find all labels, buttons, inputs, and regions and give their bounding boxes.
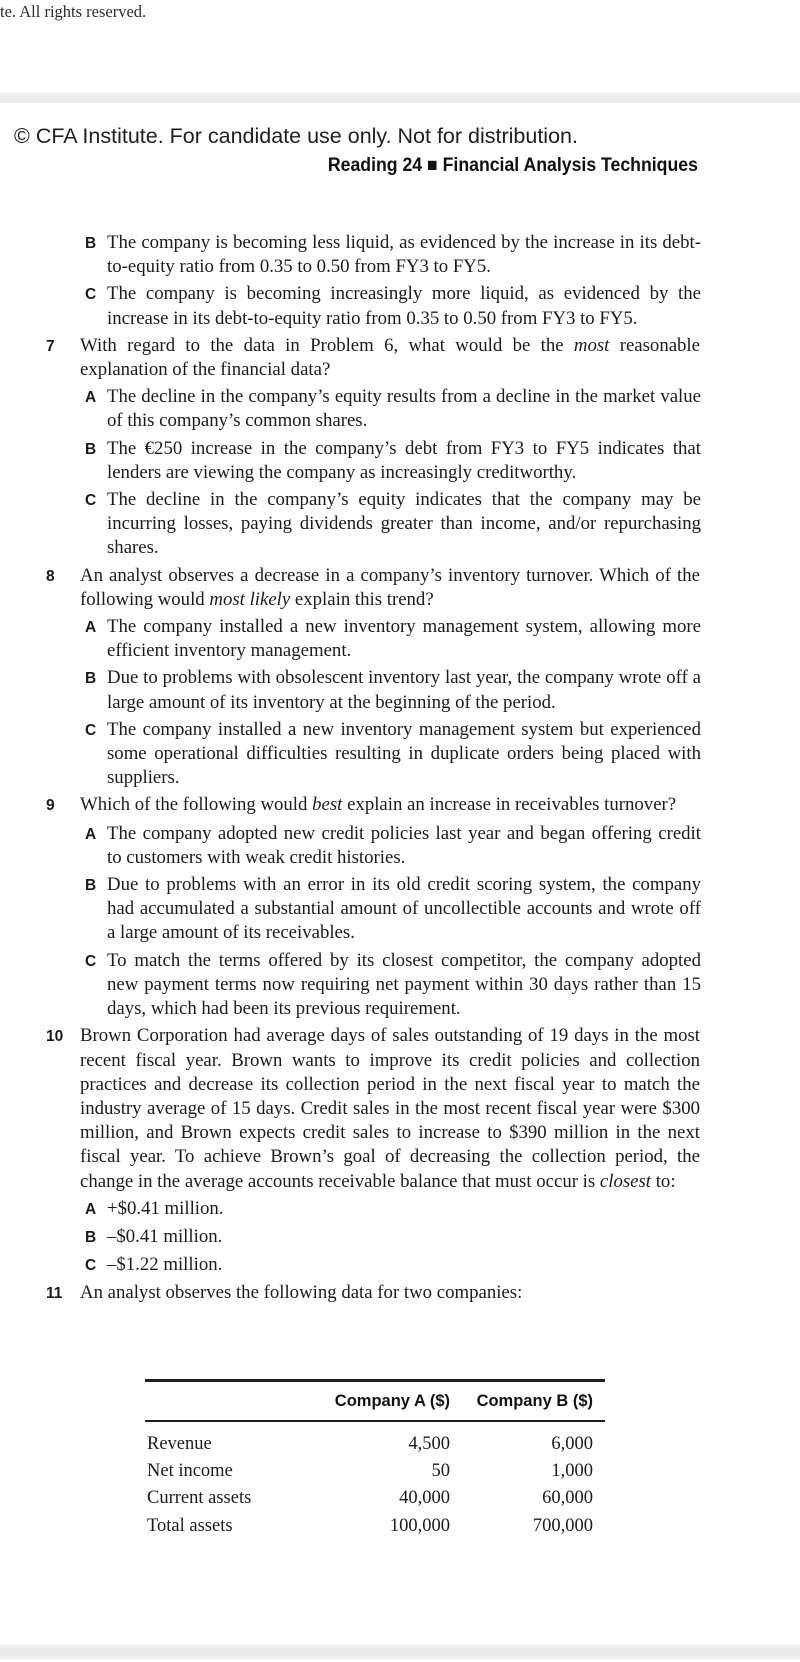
question-text: Brown Corporation had average days of sales outstanding of 19 days in the most recent fiscal year. Brown wants to improve its credit policies and collection practices and decrease its collection period in the next fiscal year to match the industry average of 15 days. Credit sales in the most recent fiscal year were $300 million, and Brown expects credit sales to increase to $390 million in the next fiscal year. To achieve Brown’s goal of decreasing the collection period, the change in the average accounts receivable balance that must occur is closest to:: [80, 1025, 700, 1192]
table-row: [145, 1513, 605, 1540]
option-item: [0, 873, 800, 946]
company-a-value: 4,500: [408, 1434, 450, 1454]
option-letter: C: [85, 492, 97, 510]
question-number: 9: [46, 797, 55, 815]
option-item: [0, 1225, 800, 1250]
reading-header-text: Reading 24 ■ Financial Analysis Techniques: [327, 155, 698, 176]
option-letter: C: [85, 952, 97, 970]
company-b-value: 6,000: [551, 1434, 593, 1454]
table-row: [145, 1485, 605, 1512]
question-text: An analyst observes a decrease in a company’s inventory turnover. Which of the following would most likely explain this trend?: [80, 564, 700, 610]
company-a-value: 40,000: [399, 1488, 450, 1509]
page-top-text-fragment: te. All rights reserved.: [0, 2, 147, 21]
option-item: [0, 718, 800, 791]
bottom-divider-bar: [0, 1645, 800, 1659]
option-item: [0, 666, 800, 714]
company-a-value: 50: [431, 1461, 450, 1482]
table-header-row: [145, 1379, 605, 1422]
question-number: 10: [46, 1028, 64, 1046]
question-number: 11: [46, 1285, 63, 1303]
copyright-notice: © CFA Institute. For candidate use only. Not for distribution.: [14, 124, 578, 148]
option-letter: B: [85, 440, 97, 458]
option-letter: A: [85, 619, 97, 637]
option-letter: A: [85, 389, 97, 407]
option-text: +$0.41 million.: [107, 1197, 224, 1219]
row-label: Revenue: [147, 1434, 212, 1454]
option-item: [0, 1253, 800, 1278]
option-item: [0, 437, 800, 485]
question-text: Which of the following would best explain an increase in receivables turnover?: [80, 794, 677, 816]
row-label: Net income: [147, 1461, 233, 1482]
option-letter: B: [85, 877, 97, 895]
company-b-value: 1,000: [551, 1461, 593, 1482]
option-text: Due to problems with an error in its old credit scoring system, the company had accumulated a substantial amount of uncollectible accounts and wrote off a large amount of its receivables.: [107, 874, 701, 944]
companies-data-table: [145, 1379, 605, 1540]
top-divider-bar: [0, 93, 800, 103]
table-row: [145, 1431, 605, 1458]
question-number: 7: [46, 337, 55, 355]
option-text: The company adopted new credit policies last year and began offering credit to customers with weak credit histories.: [107, 822, 701, 868]
company-b-value: 700,000: [532, 1515, 593, 1536]
table-body: [145, 1422, 605, 1540]
option-item: [0, 282, 800, 330]
option-item: [0, 1197, 800, 1222]
company-b-value: 60,000: [542, 1488, 593, 1509]
option-text: Due to problems with obsolescent inventory last year, the company wrote off a large amount of its inventory at the beginning of the period.: [107, 667, 701, 713]
option-letter: A: [85, 825, 97, 843]
problems-list: [0, 231, 800, 1310]
question-item: [0, 793, 800, 818]
option-letter: B: [85, 670, 97, 688]
option-letter: B: [85, 1228, 97, 1246]
table-row: [145, 1458, 605, 1485]
option-text: The company installed a new inventory management system but experienced some operational difficulties resulting in duplicate orders being placed with suppliers.: [107, 718, 701, 789]
question-text: An analyst observes the following data for two companies:: [80, 1282, 523, 1304]
table-header-empty: [145, 1392, 325, 1411]
table-header-company-a: Company A ($): [334, 1392, 450, 1410]
question-item: [0, 564, 800, 612]
question-number: 8: [46, 567, 55, 585]
option-item: [0, 822, 800, 870]
company-a-value: 100,000: [389, 1515, 450, 1536]
option-text: –$0.41 million.: [107, 1225, 223, 1247]
option-text: The company is becoming increasingly more liquid, as evidenced by the increase in its debt-to-equity ratio from 0.35 to 0.50 from FY3 to FY5.: [107, 283, 701, 329]
option-item: [0, 949, 800, 1022]
option-item: [0, 615, 800, 663]
row-label: Total assets: [147, 1515, 233, 1536]
option-text: The decline in the company’s equity results from a decline in the market value of this company’s common shares.: [107, 386, 701, 432]
table-header-company-b: Company B ($): [476, 1392, 593, 1410]
option-letter: A: [85, 1200, 97, 1218]
option-letter: B: [85, 235, 97, 252]
question-text: With regard to the data in Problem 6, what would be the most reasonable explanation of the financial data?: [80, 334, 700, 381]
option-text: The company is becoming less liquid, as evidenced by the increase in its debt-to-equity ratio from 0.35 to 0.50 from FY3 to FY5.: [107, 232, 701, 278]
question-item: [0, 1024, 800, 1193]
option-text: The company installed a new inventory management system, allowing more efficient inventory management.: [107, 616, 701, 662]
option-letter: C: [85, 286, 97, 304]
reading-header: [300, 155, 698, 177]
option-item: [0, 385, 800, 433]
option-text: To match the terms offered by its closest competitor, the company adopted new payment terms now requiring net payment within 30 days rather than 15 days, which had been its previous requirement.: [107, 949, 701, 1020]
option-item: [0, 231, 800, 279]
question-item: [0, 1281, 800, 1306]
question-item: [0, 334, 800, 382]
option-item: [0, 488, 800, 561]
option-text: The decline in the company’s equity indicates that the company may be incurring losses, paying dividends greater than income, and/or repurchasing shares.: [107, 489, 701, 559]
option-text: The €250 increase in the company’s debt from FY3 to FY5 indicates that lenders are viewing the company as increasingly creditworthy.: [107, 437, 701, 483]
option-text: –$1.22 million.: [107, 1254, 223, 1276]
option-letter: C: [85, 721, 97, 739]
row-label: Current assets: [147, 1488, 252, 1509]
option-letter: C: [85, 1257, 97, 1275]
